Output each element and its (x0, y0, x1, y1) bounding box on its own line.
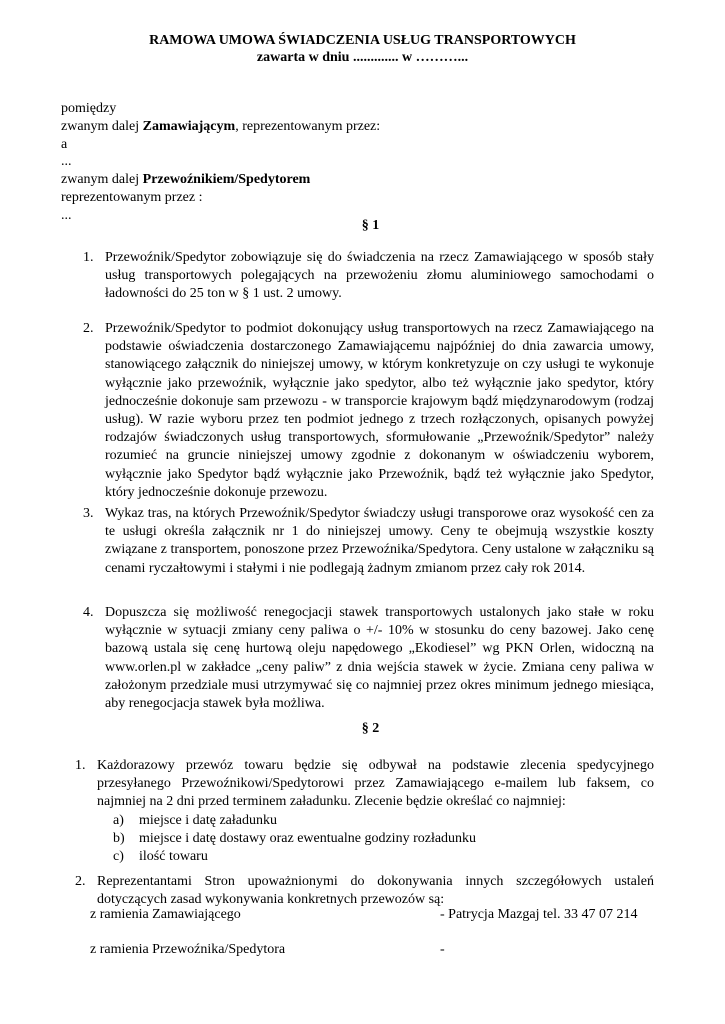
parties-line (61, 118, 380, 136)
item-text: Reprezentantami Stron upoważnionymi do dokonywania innych szczegółowych ustaleń dotyczących zasad wykonywania konkretnych przewozów są: (97, 874, 654, 908)
text-span: zwanym dalej (61, 118, 143, 134)
parties-line: ... (61, 154, 72, 170)
list-item (113, 830, 654, 848)
parties-line: pomiędzy (61, 101, 117, 116)
item-text: Wykaz tras, na których Przewoźnik/Spedytor świadczy usługi transporowe oraz wysokość cen za te usługi określa załącznik nr 1 do niniejszej umowy. Ceny te obejmują wszystkie koszty związane z transportem, ponoszone przez Przewoźnika/Spedytora. Ceny ustalone w załączniku są cenami ryczałtowymi i stałymi i nie podlegają żadnym zmianom przez cały rok 2014. (105, 506, 654, 576)
section-2-heading: § 2 (361, 721, 380, 736)
list-item (113, 812, 654, 830)
list-item (113, 848, 654, 866)
section-1-heading: § 1 (361, 218, 380, 233)
list-text: miejsce i datę załadunku (139, 812, 277, 828)
parties-line: reprezentowanym przez : (61, 189, 203, 205)
parties-line (61, 171, 380, 189)
section-1-item (83, 505, 654, 578)
sub-list (97, 812, 654, 867)
item-number: 1. (75, 758, 86, 773)
item-number: 4. (83, 605, 94, 620)
section-1-item (83, 604, 654, 713)
ordering-party-term: Zamawiającym (142, 118, 236, 134)
item-number: 2. (75, 874, 86, 889)
section-2-item (75, 873, 654, 909)
representative-label: z ramienia Przewoźnika/Spedytora (90, 942, 286, 957)
representative-label: z ramienia Zamawiającego (90, 907, 241, 922)
section-1-item (83, 249, 654, 304)
text-span: zwanym dalej (61, 172, 143, 188)
list-text: ilość towaru (139, 849, 208, 865)
item-text: Przewoźnik/Spedytor zobowiązuje się do świadczenia na rzecz Zamawiającego w sposób stały usług transportowych polegających na przewożeniu złomu aluminiowego samochodami o ładowności do 25 ton w § 1 ust. 2 umowy. (105, 250, 654, 302)
list-text: miejsce i datę dostawy oraz ewentualne godziny rozładunku (139, 830, 477, 846)
section-1-item (83, 320, 654, 502)
representative-contact: - Patrycja Mazgaj tel. 33 47 07 214 (440, 907, 638, 922)
list-label: c) (113, 849, 124, 865)
item-text: Przewoźnik/Spedytor to podmiot dokonujący usług transportowych na rzecz Zamawiającego na podstawie oświadczenia dostarczonego Zamawiającemu najpóźniej do dnia zawarcia umowy, stanowiącego załącznik do niniejszej umowy, w którym konkretyzuje on czy usługi te wykonuje wyłącznie jako przewoźnik, wyłącznie jako spedytor, albo też wyłącznie jako spedytor, który jednocześnie dokonuje sam przewozu - w transporcie krajowym bądź międzynarodowym (rodzaj usług). W razie wyboru przez ten podmiot jednego z trzech rozłączonych, opisanych powyżej rodzajów świadczonych usług transportowych, sformułowanie „Przewoźnik/Spedytor” należy rozumieć na gruncie niniejszej umowy zgodnie z dokonanym w oświadczeniu wyborem, wyłącznie jako Spedytor bądź wyłącznie jako Przewoźnik, bądź też wyłącznie jako Spedytor, który jednocześnie dokonuje przewozu. (105, 321, 654, 500)
parties-line: ... (61, 207, 72, 223)
document-title: RAMOWA UMOWA ŚWIADCZENIA USŁUG TRANSPORTOWYCH (149, 33, 576, 48)
list-label: a) (113, 812, 124, 828)
item-number: 3. (83, 506, 94, 521)
text-span: , reprezentowanym przez: (235, 118, 381, 134)
item-number: 2. (83, 321, 94, 336)
carrier-term: Przewoźnikiem/Spedytorem (142, 172, 311, 188)
section-2-item (75, 757, 654, 866)
item-text: Każdorazowy przewóz towaru będzie się odbywał na podstawie zlecenia spedycyjnego przesyłanego Przewoźnikowi/Spedytorowi przez Zamawiającego e-mailem lub faksem, co najmniej na 2 dni przed terminem załadunku. Zlecenie będzie określać co najmniej: (97, 758, 654, 810)
list-label: b) (113, 830, 125, 846)
representative-contact: - (440, 942, 445, 957)
item-text: Dopuszcza się możliwość renegocjacji stawek transportowych ustalonych jako stałe w roku wyłącznie w sytuacji zmiany ceny paliwa o +/- 10% w stosunku do ceny bazowej. Jako cenę bazową ustala się cenę hurtową oleju napędowego „Ekodiesel” wg PKN Orlen, widoczną na www.orlen.pl w zakładce „ceny paliw” z dnia wejścia stawek w życie. Zmiana ceny paliwa w założonym przedziale musi utrzymywać się co najmniej przez okres minimum jednego miesiąca, aby renegocjacja stawek była możliwa. (105, 605, 654, 712)
parties-line: a (61, 136, 68, 152)
parties-block (61, 100, 380, 225)
item-number: 1. (83, 250, 94, 265)
document-subtitle: zawarta w dniu ............. w ………... (256, 50, 469, 65)
